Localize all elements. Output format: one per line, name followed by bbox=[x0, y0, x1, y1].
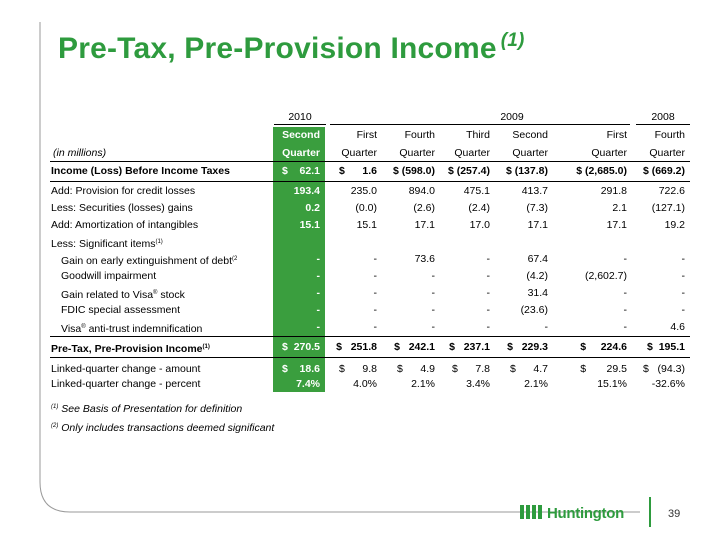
row-label-superscript: (1) bbox=[155, 239, 163, 245]
table-cell: $ 229.3 bbox=[507, 341, 548, 353]
column-header-bottom: Quarter bbox=[591, 147, 627, 159]
row-label bbox=[51, 377, 200, 391]
table-cell: 17.1 bbox=[606, 219, 627, 231]
table-cell: - bbox=[486, 304, 490, 316]
row-label bbox=[51, 184, 195, 198]
table-cell: $ 224.6 bbox=[580, 341, 627, 353]
footnote-text: Only includes transactions deemed significant bbox=[58, 422, 275, 434]
table-cell: $ 9.8 bbox=[339, 363, 377, 375]
row-rule bbox=[50, 181, 690, 182]
row-label-text: Linked-quarter change - amount bbox=[51, 363, 201, 375]
table-cell: $ (94.3) bbox=[642, 363, 685, 375]
row-label-text: Add: Amortization of intangibles bbox=[51, 219, 199, 231]
table-cell: - bbox=[623, 287, 627, 299]
row-label-text: Goodwill impairment bbox=[61, 270, 157, 282]
table-cell: 4.6 bbox=[670, 321, 685, 333]
column-header-top: First bbox=[606, 129, 627, 141]
table-cell: - bbox=[486, 270, 490, 282]
row-label-text: Less: Securities (losses) gains bbox=[51, 202, 193, 214]
table-cell: - bbox=[373, 321, 377, 333]
table-cell: - bbox=[316, 253, 320, 265]
row-rule bbox=[50, 357, 690, 358]
table-cell: - bbox=[681, 287, 685, 299]
column-header-top: Fourth bbox=[654, 129, 685, 141]
table-cell: - bbox=[316, 270, 320, 282]
table-cell: - bbox=[486, 287, 490, 299]
table-cell: 235.0 bbox=[350, 185, 377, 197]
table-cell: 15.1 bbox=[299, 219, 320, 231]
table-cell: $ 242.1 bbox=[394, 341, 435, 353]
row-label bbox=[51, 235, 163, 251]
table-cell: - bbox=[316, 321, 320, 333]
column-header-top: Third bbox=[466, 129, 490, 141]
table-cell: - bbox=[316, 287, 320, 299]
table-cell: 17.0 bbox=[469, 219, 490, 231]
row-label-text: Pre-Tax, Pre-Provision Income bbox=[51, 343, 203, 355]
row-label-text: Gain related to Visa bbox=[61, 289, 154, 301]
table-cell: (2.4) bbox=[468, 202, 490, 214]
table-cell: - bbox=[623, 253, 627, 265]
row-label-suffix: anti-trust indemnification bbox=[85, 323, 203, 335]
table-cell: - bbox=[431, 287, 435, 299]
row-label-text: Income (Loss) Before Income Taxes bbox=[51, 165, 230, 177]
table-cell: - bbox=[373, 304, 377, 316]
table-cell: 19.2 bbox=[664, 219, 685, 231]
table-cell: 15.1 bbox=[356, 219, 377, 231]
table-cell: $ 195.1 bbox=[647, 341, 685, 353]
table-cell: $ (137.8) bbox=[505, 165, 548, 177]
row-label-text: Less: Significant items bbox=[51, 238, 156, 250]
table-cell: $ 18.6 bbox=[282, 363, 320, 375]
table-cell: $ 7.8 bbox=[452, 363, 490, 375]
table-cell: $ 251.8 bbox=[336, 341, 377, 353]
table-cell: 475.1 bbox=[463, 185, 490, 197]
table-cell: 2.1% bbox=[411, 378, 435, 390]
table-cell: $ 29.5 bbox=[580, 363, 627, 375]
year-rule bbox=[636, 124, 690, 125]
table-cell: 0.2 bbox=[305, 202, 320, 214]
row-label-superscript: (2 bbox=[232, 256, 238, 262]
table-cell: 413.7 bbox=[521, 185, 548, 197]
table-cell: $ (598.0) bbox=[392, 165, 435, 177]
table-cell: 17.1 bbox=[414, 219, 435, 231]
footnote-mark: (2) bbox=[51, 423, 59, 429]
table-cell: - bbox=[373, 253, 377, 265]
table-cell: $ 237.1 bbox=[449, 341, 490, 353]
table-cell: 3.4% bbox=[466, 378, 490, 390]
row-label-text: Add: Provision for credit losses bbox=[51, 185, 196, 197]
table-cell: 15.1% bbox=[597, 378, 627, 390]
year-rule bbox=[330, 124, 630, 125]
table-cell: $ 270.5 bbox=[282, 341, 320, 353]
column-header-bottom: Quarter bbox=[282, 147, 320, 159]
table-cell: - bbox=[681, 270, 685, 282]
column-header-bottom: Quarter bbox=[454, 147, 490, 159]
table-cell: - bbox=[623, 321, 627, 333]
year-header: 2010 bbox=[288, 111, 312, 123]
table-cell: $ (257.4) bbox=[447, 165, 490, 177]
table-cell: - bbox=[681, 304, 685, 316]
row-label-text: Gain on early extinguishment of debt bbox=[61, 255, 233, 267]
row-label bbox=[51, 164, 230, 178]
table-cell: -32.6% bbox=[651, 378, 685, 390]
table-cell: 31.4 bbox=[527, 287, 548, 299]
table-cell: - bbox=[431, 321, 435, 333]
year-header: 2009 bbox=[500, 111, 524, 123]
table-cell: - bbox=[544, 321, 548, 333]
table-cell: - bbox=[486, 321, 490, 333]
table-cell: 2.1% bbox=[524, 378, 548, 390]
table-cell: 73.6 bbox=[414, 253, 435, 265]
row-label-suffix: stock bbox=[157, 289, 185, 301]
units-label: (in millions) bbox=[53, 147, 107, 159]
table-cell: $ 4.7 bbox=[510, 363, 548, 375]
row-label-text: Visa bbox=[61, 323, 82, 335]
table-cell: 67.4 bbox=[527, 253, 548, 265]
table-cell: 17.1 bbox=[527, 219, 548, 231]
table-cell: - bbox=[373, 270, 377, 282]
row-label-superscript: (1) bbox=[202, 344, 210, 350]
table-cell: (2.6) bbox=[413, 202, 435, 214]
table-cell: 193.4 bbox=[293, 185, 320, 197]
row-label bbox=[61, 303, 180, 317]
table-cell: - bbox=[316, 304, 320, 316]
column-header-top: Second bbox=[512, 129, 548, 141]
column-header-top: Fourth bbox=[404, 129, 435, 141]
row-label-superscript: ® bbox=[81, 324, 86, 330]
row-label bbox=[61, 269, 156, 283]
table-cell: 7.4% bbox=[296, 378, 320, 390]
column-header-bottom: Quarter bbox=[649, 147, 685, 159]
footnote-mark: (1) bbox=[51, 404, 59, 410]
table-cell: - bbox=[623, 304, 627, 316]
table-cell: (4.2) bbox=[526, 270, 548, 282]
row-label bbox=[51, 362, 200, 376]
row-label-text: FDIC special assessment bbox=[61, 304, 181, 316]
table-cell: - bbox=[431, 270, 435, 282]
table-cell: 2.1 bbox=[612, 202, 627, 214]
table-cell: 894.0 bbox=[408, 185, 435, 197]
table-cell: $ 62.1 bbox=[282, 165, 320, 177]
column-header-bottom: Quarter bbox=[341, 147, 377, 159]
footnote bbox=[51, 419, 274, 435]
footnote bbox=[51, 400, 242, 416]
table-cell: 722.6 bbox=[658, 185, 685, 197]
column-header-bottom: Quarter bbox=[399, 147, 435, 159]
row-label bbox=[61, 286, 185, 302]
table-cell: (2,602.7) bbox=[584, 270, 627, 282]
table-cell: - bbox=[373, 287, 377, 299]
table-cell: 291.8 bbox=[600, 185, 627, 197]
page-title: Pre-Tax, Pre-Provision Income $^{(1)}$ bbox=[58, 30, 525, 65]
huntington-logo: Huntington bbox=[547, 505, 624, 522]
column-header-top: First bbox=[356, 129, 377, 141]
row-rule bbox=[50, 336, 690, 337]
year-rule bbox=[274, 124, 326, 125]
table-cell: $ (2,685.0) bbox=[576, 165, 627, 177]
page-number: 39 bbox=[668, 508, 681, 520]
table-cell: 4.0% bbox=[353, 378, 377, 390]
column-header-bottom: Quarter bbox=[512, 147, 548, 159]
row-label-text: Linked-quarter change - percent bbox=[51, 378, 201, 390]
table-cell: (127.1) bbox=[651, 202, 685, 214]
row-label-superscript: ® bbox=[153, 290, 158, 296]
header-rule bbox=[50, 161, 690, 162]
row-label bbox=[51, 340, 210, 356]
table-cell: $ 4.9 bbox=[397, 363, 435, 375]
footnote-text: See Basis of Presentation for definition bbox=[58, 403, 243, 415]
table-cell: $ (669.2) bbox=[642, 165, 685, 177]
row-label bbox=[61, 252, 237, 268]
table-cell: (23.6) bbox=[520, 304, 548, 316]
column-header-top: Second bbox=[282, 129, 320, 141]
table-cell: - bbox=[431, 304, 435, 316]
year-header: 2008 bbox=[651, 111, 675, 123]
row-label bbox=[51, 218, 198, 232]
table-cell: - bbox=[681, 253, 685, 265]
table-cell: (0.0) bbox=[355, 202, 377, 214]
row-label bbox=[51, 201, 193, 215]
row-label bbox=[61, 320, 202, 336]
table-cell: $ 1.6 bbox=[339, 165, 377, 177]
table-cell: (7.3) bbox=[526, 202, 548, 214]
table-cell: - bbox=[486, 253, 490, 265]
